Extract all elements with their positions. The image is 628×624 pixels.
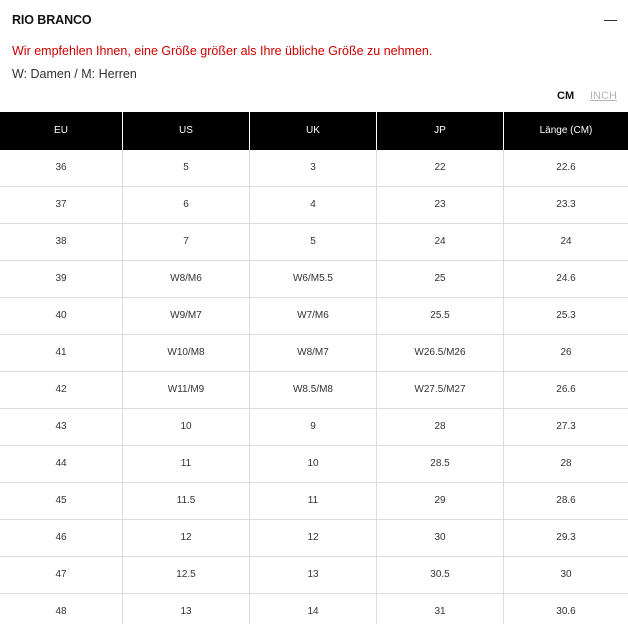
table-row (0, 594, 628, 624)
cell-us: 11.5 (123, 483, 250, 519)
table-row (0, 335, 628, 372)
cell-eu: 36 (0, 150, 123, 186)
cell-uk: 12 (250, 520, 377, 556)
cell-eu: 44 (0, 446, 123, 482)
cell-eu: 46 (0, 520, 123, 556)
cell-jp: W26.5/M26 (377, 335, 504, 371)
cell-us: 7 (123, 224, 250, 260)
product-title: RIO BRANCO (12, 13, 92, 27)
cell-jp: 30.5 (377, 557, 504, 593)
cell-us: 10 (123, 409, 250, 445)
cell-us: 13 (123, 594, 250, 624)
cell-eu: 41 (0, 335, 123, 371)
cell-eu: 45 (0, 483, 123, 519)
gender-legend: W: Damen / M: Herren (12, 67, 137, 81)
cell-jp: W27.5/M27 (377, 372, 504, 408)
cell-eu: 37 (0, 187, 123, 223)
size-table-header (0, 112, 628, 150)
cell-uk: W7/M6 (250, 298, 377, 334)
table-row (0, 261, 628, 298)
collapse-button[interactable] (601, 12, 621, 28)
cell-eu: 47 (0, 557, 123, 593)
size-recommendation-notice: Wir empfehlen Ihnen, eine Größe größer als Ihre übliche Größe zu nehmen. (12, 44, 433, 58)
cell-length-cm: 28.6 (556, 495, 576, 506)
table-row (0, 150, 628, 187)
unit-inch-button[interactable]: INCH (590, 90, 617, 102)
cell-length-cm: 30 (560, 569, 572, 580)
cell-jp: 25.5 (377, 298, 504, 334)
cell-jp: 31 (377, 594, 504, 624)
cell-jp: 29 (377, 483, 504, 519)
cell-length-cm: 22.6 (556, 162, 576, 173)
column-header-eu: EU (0, 112, 123, 150)
minus-icon (604, 20, 617, 21)
cell-jp: 28 (377, 409, 504, 445)
table-row (0, 446, 628, 483)
cell-uk: 14 (250, 594, 377, 624)
cell-uk: 11 (250, 483, 377, 519)
cell-eu: 43 (0, 409, 123, 445)
cell-jp: 30 (377, 520, 504, 556)
cell-length-cm: 27.3 (556, 421, 576, 432)
cell-jp: 23 (377, 187, 504, 223)
cell-us: 6 (123, 187, 250, 223)
cell-length-cm: 25.3 (556, 310, 576, 321)
table-row (0, 298, 628, 335)
cell-eu: 39 (0, 261, 123, 297)
cell-us: 11 (123, 446, 250, 482)
cell-jp: 28.5 (377, 446, 504, 482)
cell-eu: 42 (0, 372, 123, 408)
cell-us: W11/M9 (123, 372, 250, 408)
cell-us: 12 (123, 520, 250, 556)
cell-uk: W8.5/M8 (250, 372, 377, 408)
cell-uk: 13 (250, 557, 377, 593)
cell-us: 12.5 (123, 557, 250, 593)
cell-length-cm: 30.6 (556, 606, 576, 617)
cell-length-cm: 29.3 (556, 532, 576, 543)
size-table-body (0, 150, 628, 624)
unit-cm-button[interactable]: CM (557, 90, 575, 102)
column-header-jp: JP (377, 112, 504, 150)
table-row (0, 557, 628, 594)
cell-uk: 10 (250, 446, 377, 482)
table-row (0, 224, 628, 261)
cell-uk: 9 (250, 409, 377, 445)
cell-jp: 25 (377, 261, 504, 297)
column-header-uk: UK (250, 112, 377, 150)
column-header-us: US (123, 112, 250, 150)
cell-uk: W8/M7 (250, 335, 377, 371)
table-row (0, 187, 628, 224)
cell-length-cm: 23.3 (556, 199, 576, 210)
column-header-length-cm: Länge (CM) (539, 125, 593, 136)
table-row (0, 372, 628, 409)
cell-length-cm: 28 (560, 458, 572, 469)
cell-us: W8/M6 (123, 261, 250, 297)
table-row (0, 483, 628, 520)
cell-uk: 3 (250, 150, 377, 186)
cell-us: W10/M8 (123, 335, 250, 371)
cell-eu: 38 (0, 224, 123, 260)
cell-eu: 48 (0, 594, 123, 624)
size-table (0, 112, 628, 624)
table-row (0, 409, 628, 446)
table-row (0, 520, 628, 557)
cell-uk: 4 (250, 187, 377, 223)
cell-uk: W6/M5.5 (250, 261, 377, 297)
cell-us: 5 (123, 150, 250, 186)
cell-length-cm: 26.6 (556, 384, 576, 395)
cell-us: W9/M7 (123, 298, 250, 334)
cell-length-cm: 24.6 (556, 273, 576, 284)
cell-jp: 22 (377, 150, 504, 186)
cell-length-cm: 24 (560, 236, 572, 247)
cell-eu: 40 (0, 298, 123, 334)
cell-length-cm: 26 (560, 347, 572, 358)
cell-uk: 5 (250, 224, 377, 260)
cell-jp: 24 (377, 224, 504, 260)
